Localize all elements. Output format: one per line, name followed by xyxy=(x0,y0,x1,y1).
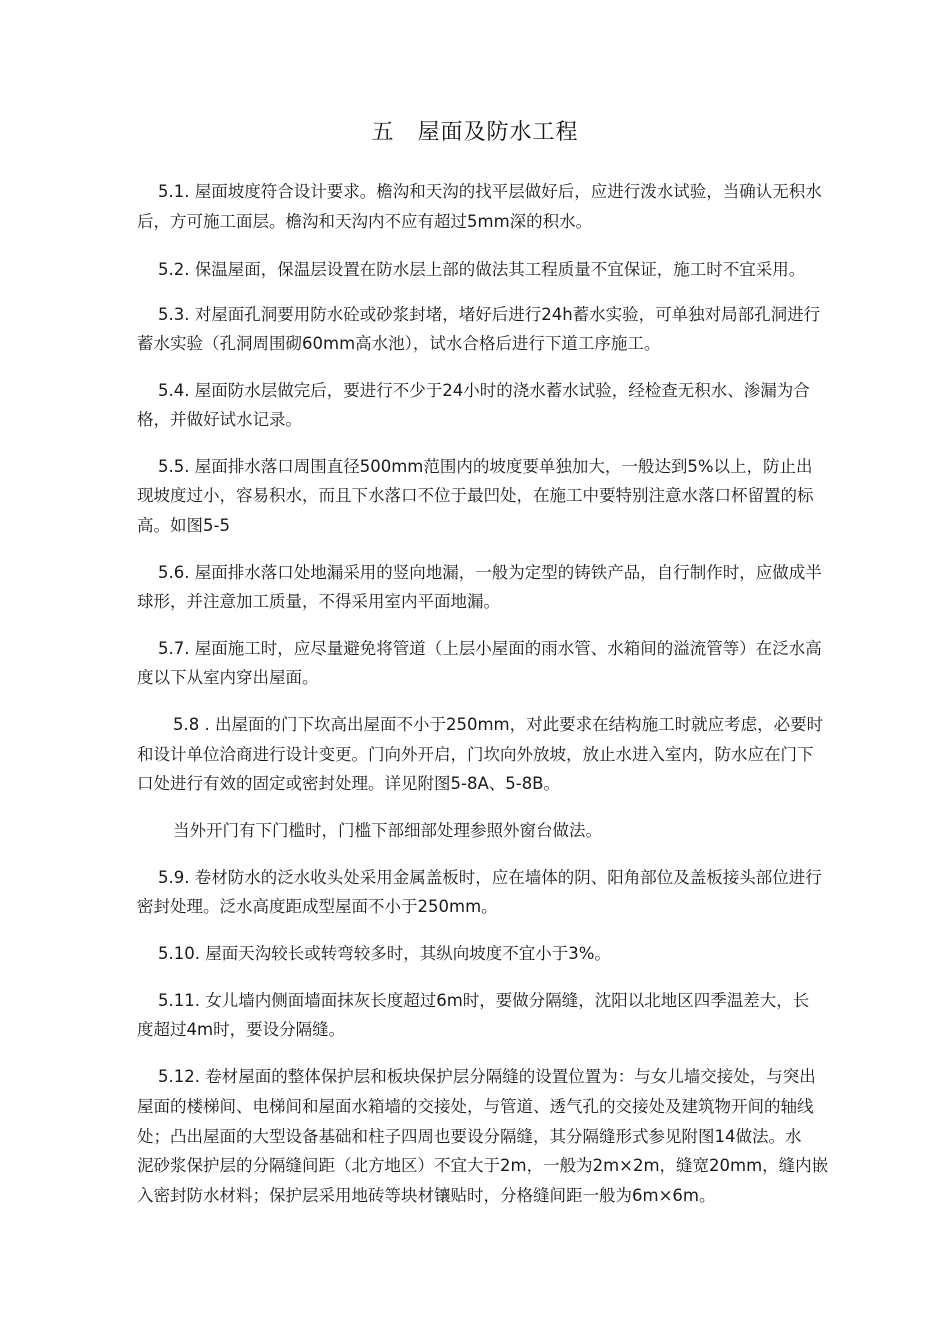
paragraph-5-4-line-2: 格，并做好试水记录。 xyxy=(137,410,302,429)
paragraph-5-7-line-2: 度以下从室内穿出屋面。 xyxy=(137,668,319,687)
paragraph-5-11-line-1: 5.11. 女儿墙内侧面墙面抹灰长度超过6m时，要做分隔缝，沈阳以北地区四季温差大，长 xyxy=(158,991,810,1010)
paragraph-5-12-line-1: 5.12. 卷材屋面的整体保护层和板块保护层分隔缝的设置位置为：与女儿墙交接处，与突出 xyxy=(158,1067,816,1086)
paragraph-5-5-line-3: 高。如图5-5 xyxy=(137,516,230,535)
paragraph-5-8-line-3: 口处进行有效的固定或密封处理。详见附图5-8A、5-8B。 xyxy=(137,774,561,793)
paragraph-5-6-line-1: 5.6. 屋面排水落口处地漏采用的竖向地漏，一般为定型的铸铁产品，自行制作时，应做成半 xyxy=(158,563,822,582)
paragraph-5-9-line-1: 5.9. 卷材防水的泛水收头处采用金属盖板时，应在墙体的阴、阳角部位及盖板接头部位进行 xyxy=(158,868,822,887)
paragraph-5-12-line-5: 入密封防水材料；保护层采用地砖等块材镶贴时，分格缝间距一般为6m×6m。 xyxy=(137,1186,716,1205)
paragraph-5-1-line-2: 后，方可施工面层。檐沟和天沟内不应有超过5mm深的积水。 xyxy=(137,212,593,231)
paragraph-5-2-line-1: 5.2. 保温屋面，保温层设置在防水层上部的做法其工程质量不宜保证，施工时不宜采用。 xyxy=(158,260,806,279)
paragraph-5-5-line-1: 5.5. 屋面排水落口周围直径500mm范围内的坡度要单独加大，一般达到5%以上，防止出 xyxy=(158,457,813,476)
paragraph-5-7-line-1: 5.7. 屋面施工时，应尽量避免将管道（上层小屋面的雨水管、水箱间的溢流管等）在泛水高 xyxy=(158,639,822,658)
paragraph-5-11-line-2: 度超过4m时，要设分隔缝。 xyxy=(137,1020,346,1039)
paragraph-5-12-line-3: 处；凸出屋面的大型设备基础和柱子四周也要设分隔缝，其分隔缝形式参见附图14做法。水 xyxy=(137,1127,802,1146)
paragraph-5-9-line-2: 密封处理。泛水高度距成型屋面不小于250mm。 xyxy=(137,897,498,916)
paragraph-5-12-line-4: 泥砂浆保护层的分隔缝间距（北方地区）不宜大于2m，一般为2m×2m，缝宽20mm，缝内嵌 xyxy=(137,1156,829,1175)
paragraph-5-8-line-2: 和设计单位洽商进行设计变更。门向外开启，门坎向外放坡，放止水进入室内，防水应在门下 xyxy=(137,745,814,764)
paragraph-5-4-line-1: 5.4. 屋面防水层做完后，要进行不少于24小时的浇水蓄水试验，经检查无积水、渗漏为合 xyxy=(158,381,810,400)
page-title: 五 屋面及防水工程 xyxy=(371,120,579,145)
paragraph-5-5-line-2: 现坡度过小，容易积水，而且下水落口不位于最凹处，在施工中要特别注意水落口杯留置的标 xyxy=(137,486,814,505)
paragraph-5-3-line-2: 蓄水实验（孔洞周围砌60mm高水池），试水合格后进行下道工序施工。 xyxy=(137,334,661,353)
paragraph-5-8-line-1: 5.8 . 出屋面的门下坎高出屋面不小于250mm，对此要求在结构施工时就应考虑，必要时 xyxy=(173,715,824,734)
paragraph-5-12-line-2: 屋面的楼梯间、电梯间和屋面水箱墙的交接处，与管道、透气孔的交接处及建筑物开间的轴线 xyxy=(137,1097,814,1116)
paragraph-5-1-line-1: 5.1. 屋面坡度符合设计要求。檐沟和天沟的找平层做好后，应进行泼水试验，当确认无积水 xyxy=(158,182,822,201)
paragraph-5-10-line-1: 5.10. 屋面天沟较长或转弯较多时，其纵向坡度不宜小于3%。 xyxy=(158,944,611,963)
paragraph-5-3-line-1: 5.3. 对屋面孔洞要用防水砼或砂浆封堵，堵好后进行24h蓄水实验，可单独对局部孔洞进行 xyxy=(158,305,821,324)
paragraph-5-6-line-2: 球形，并注意加工质量，不得采用室内平面地漏。 xyxy=(137,592,500,611)
paragraph-door-sill-note: 当外开门有下门槛时，门槛下部细部处理参照外窗台做法。 xyxy=(173,821,602,840)
